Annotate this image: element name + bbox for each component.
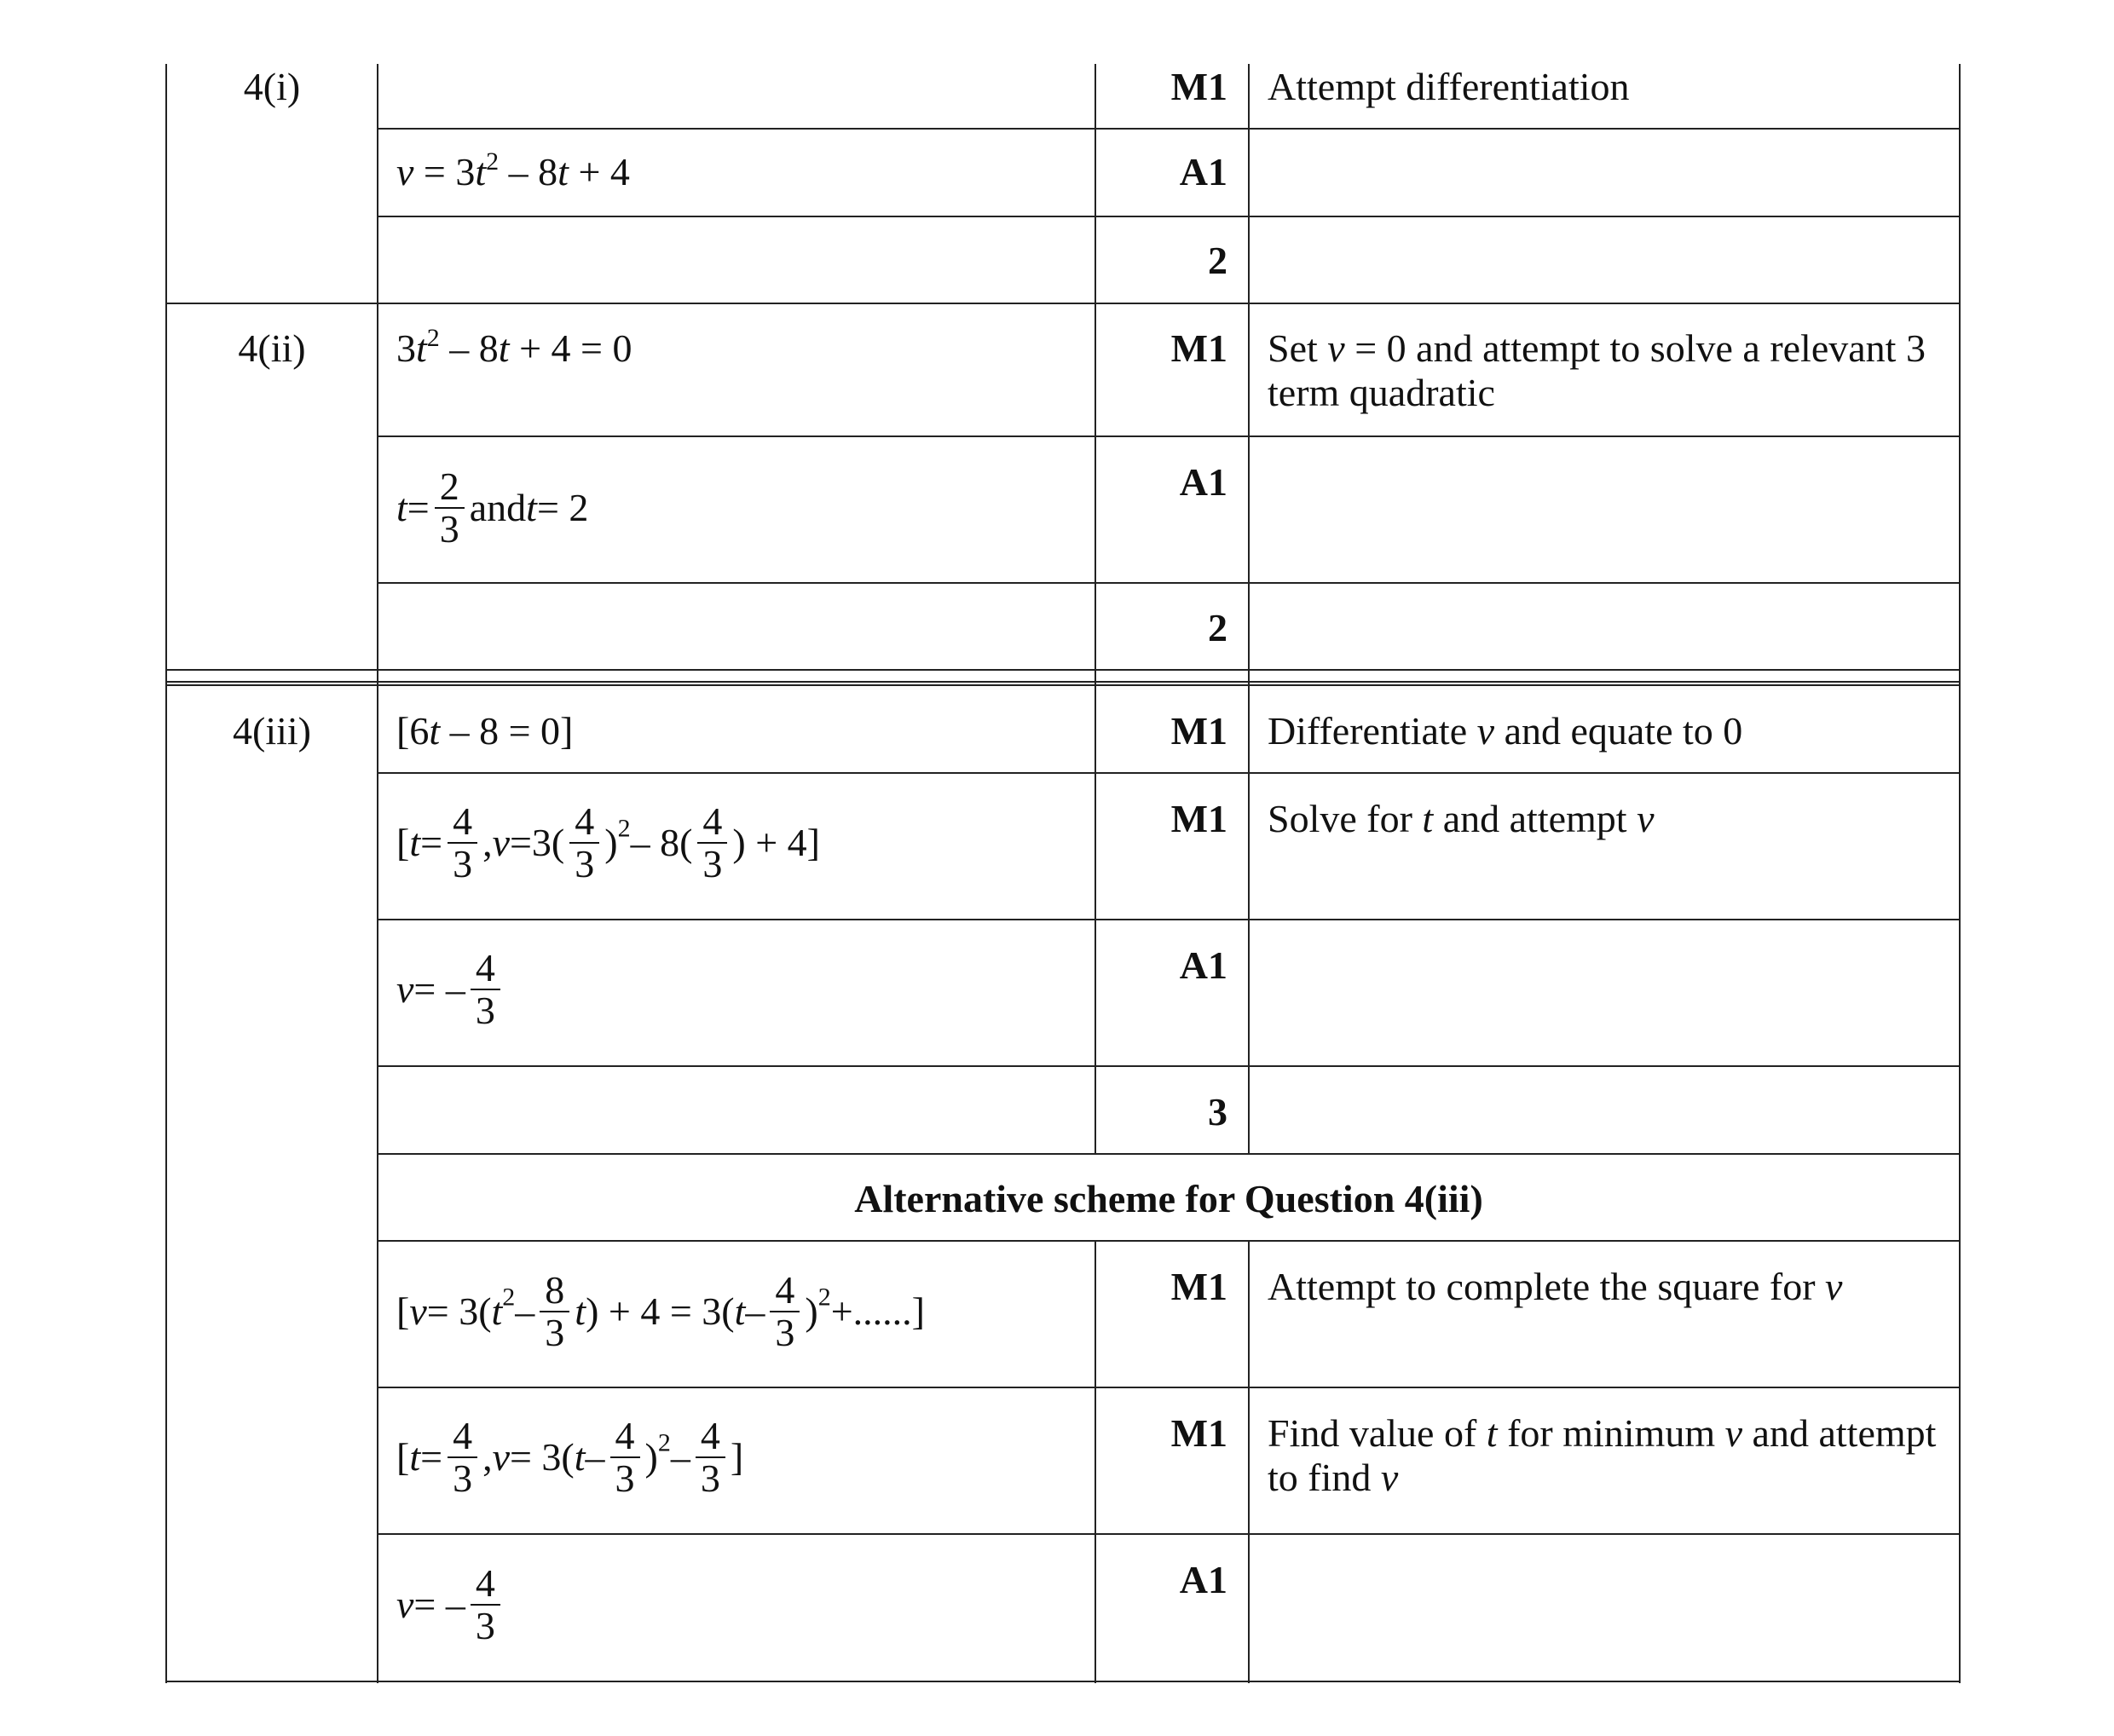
marks-total: 3 [1208, 1090, 1227, 1133]
answer-working: $3t^2 - 8t + 4 = 0$ [396, 324, 632, 370]
question-number-4i: 4(i) [243, 65, 301, 108]
fraction: $\frac{4}{3}$ [448, 1416, 477, 1499]
answer-working: t= $\frac{2}{3}$ andt= 2 [396, 464, 589, 551]
mark-code: A1 [1179, 460, 1227, 504]
mark-code: M1 [1170, 326, 1227, 370]
fraction: $\frac{4}{3}$ [471, 1563, 500, 1647]
fraction: $\frac{2}{3}$ [435, 466, 465, 550]
mark-code: M1 [1170, 797, 1227, 840]
fraction: $\frac{4}{3}$ [471, 948, 500, 1031]
answer-working: v= – $\frac{4}{3}$ [378, 948, 1095, 1031]
guidance-text: Differentiate v and equate to 0 [1268, 709, 1743, 753]
answer-working: [t= $\frac{4}{3}$ ,v=3( $\frac{4}{3}$ )$^2$– 8( $\frac{4}{3}$ ) + 4] [396, 799, 820, 885]
answer-working: v= – $\frac{4}{3}$ [378, 1563, 1095, 1647]
answer-working: $v = 3t^2 - 8t + 4$ [396, 147, 630, 193]
guidance-text: Attempt differentiation [1268, 65, 1630, 108]
alternative-scheme-heading: Alternative scheme for Question 4(iii) [854, 1177, 1483, 1220]
mark-code: A1 [1179, 1558, 1227, 1601]
fraction: $\frac{4}{3}$ [448, 801, 477, 885]
fraction: $\frac{4}{3}$ [697, 801, 727, 885]
mark-code: M1 [1170, 1265, 1227, 1308]
guidance-text: Attempt to complete the square for v [1268, 1265, 1843, 1308]
fraction: $\frac{8}{3}$ [540, 1270, 569, 1353]
answer-working: [$v= 3(t^2-$ $\frac{8}{3}$ t) + 4 = 3(t– $\frac{4}{3}$ )$^2$+......] [396, 1268, 925, 1354]
mark-code: M1 [1170, 1411, 1227, 1455]
marks-total: 2 [1208, 606, 1227, 649]
marks-total: 2 [1208, 239, 1227, 282]
fraction: $\frac{4}{3}$ [569, 801, 599, 885]
mark-code: M1 [1170, 709, 1227, 753]
question-number-4ii: 4(ii) [238, 326, 306, 370]
question-number-4iii: 4(iii) [233, 709, 311, 753]
fraction: $\frac{4}{3}$ [610, 1416, 640, 1499]
mark-code: A1 [1179, 150, 1227, 193]
answer-working: [6t – 8 = 0] [396, 709, 574, 753]
fraction: $\frac{4}{3}$ [770, 1270, 800, 1353]
mark-code: A1 [1179, 943, 1227, 987]
answer-working: [t= $\frac{4}{3}$ ,v= 3(t– $\frac{4}{3}$ )$^2$– $\frac{4}{3}$ ] [396, 1414, 744, 1500]
guidance-text: Set v = 0 and attempt to solve a relevant 3 term quadratic [1268, 326, 1926, 414]
guidance-text: Solve for t and attempt v [1268, 797, 1655, 840]
fraction: $\frac{4}{3}$ [696, 1416, 725, 1499]
mark-code: M1 [1170, 65, 1227, 108]
guidance-text: Find value of t for minimum v and attempt to find v [1268, 1411, 1937, 1499]
